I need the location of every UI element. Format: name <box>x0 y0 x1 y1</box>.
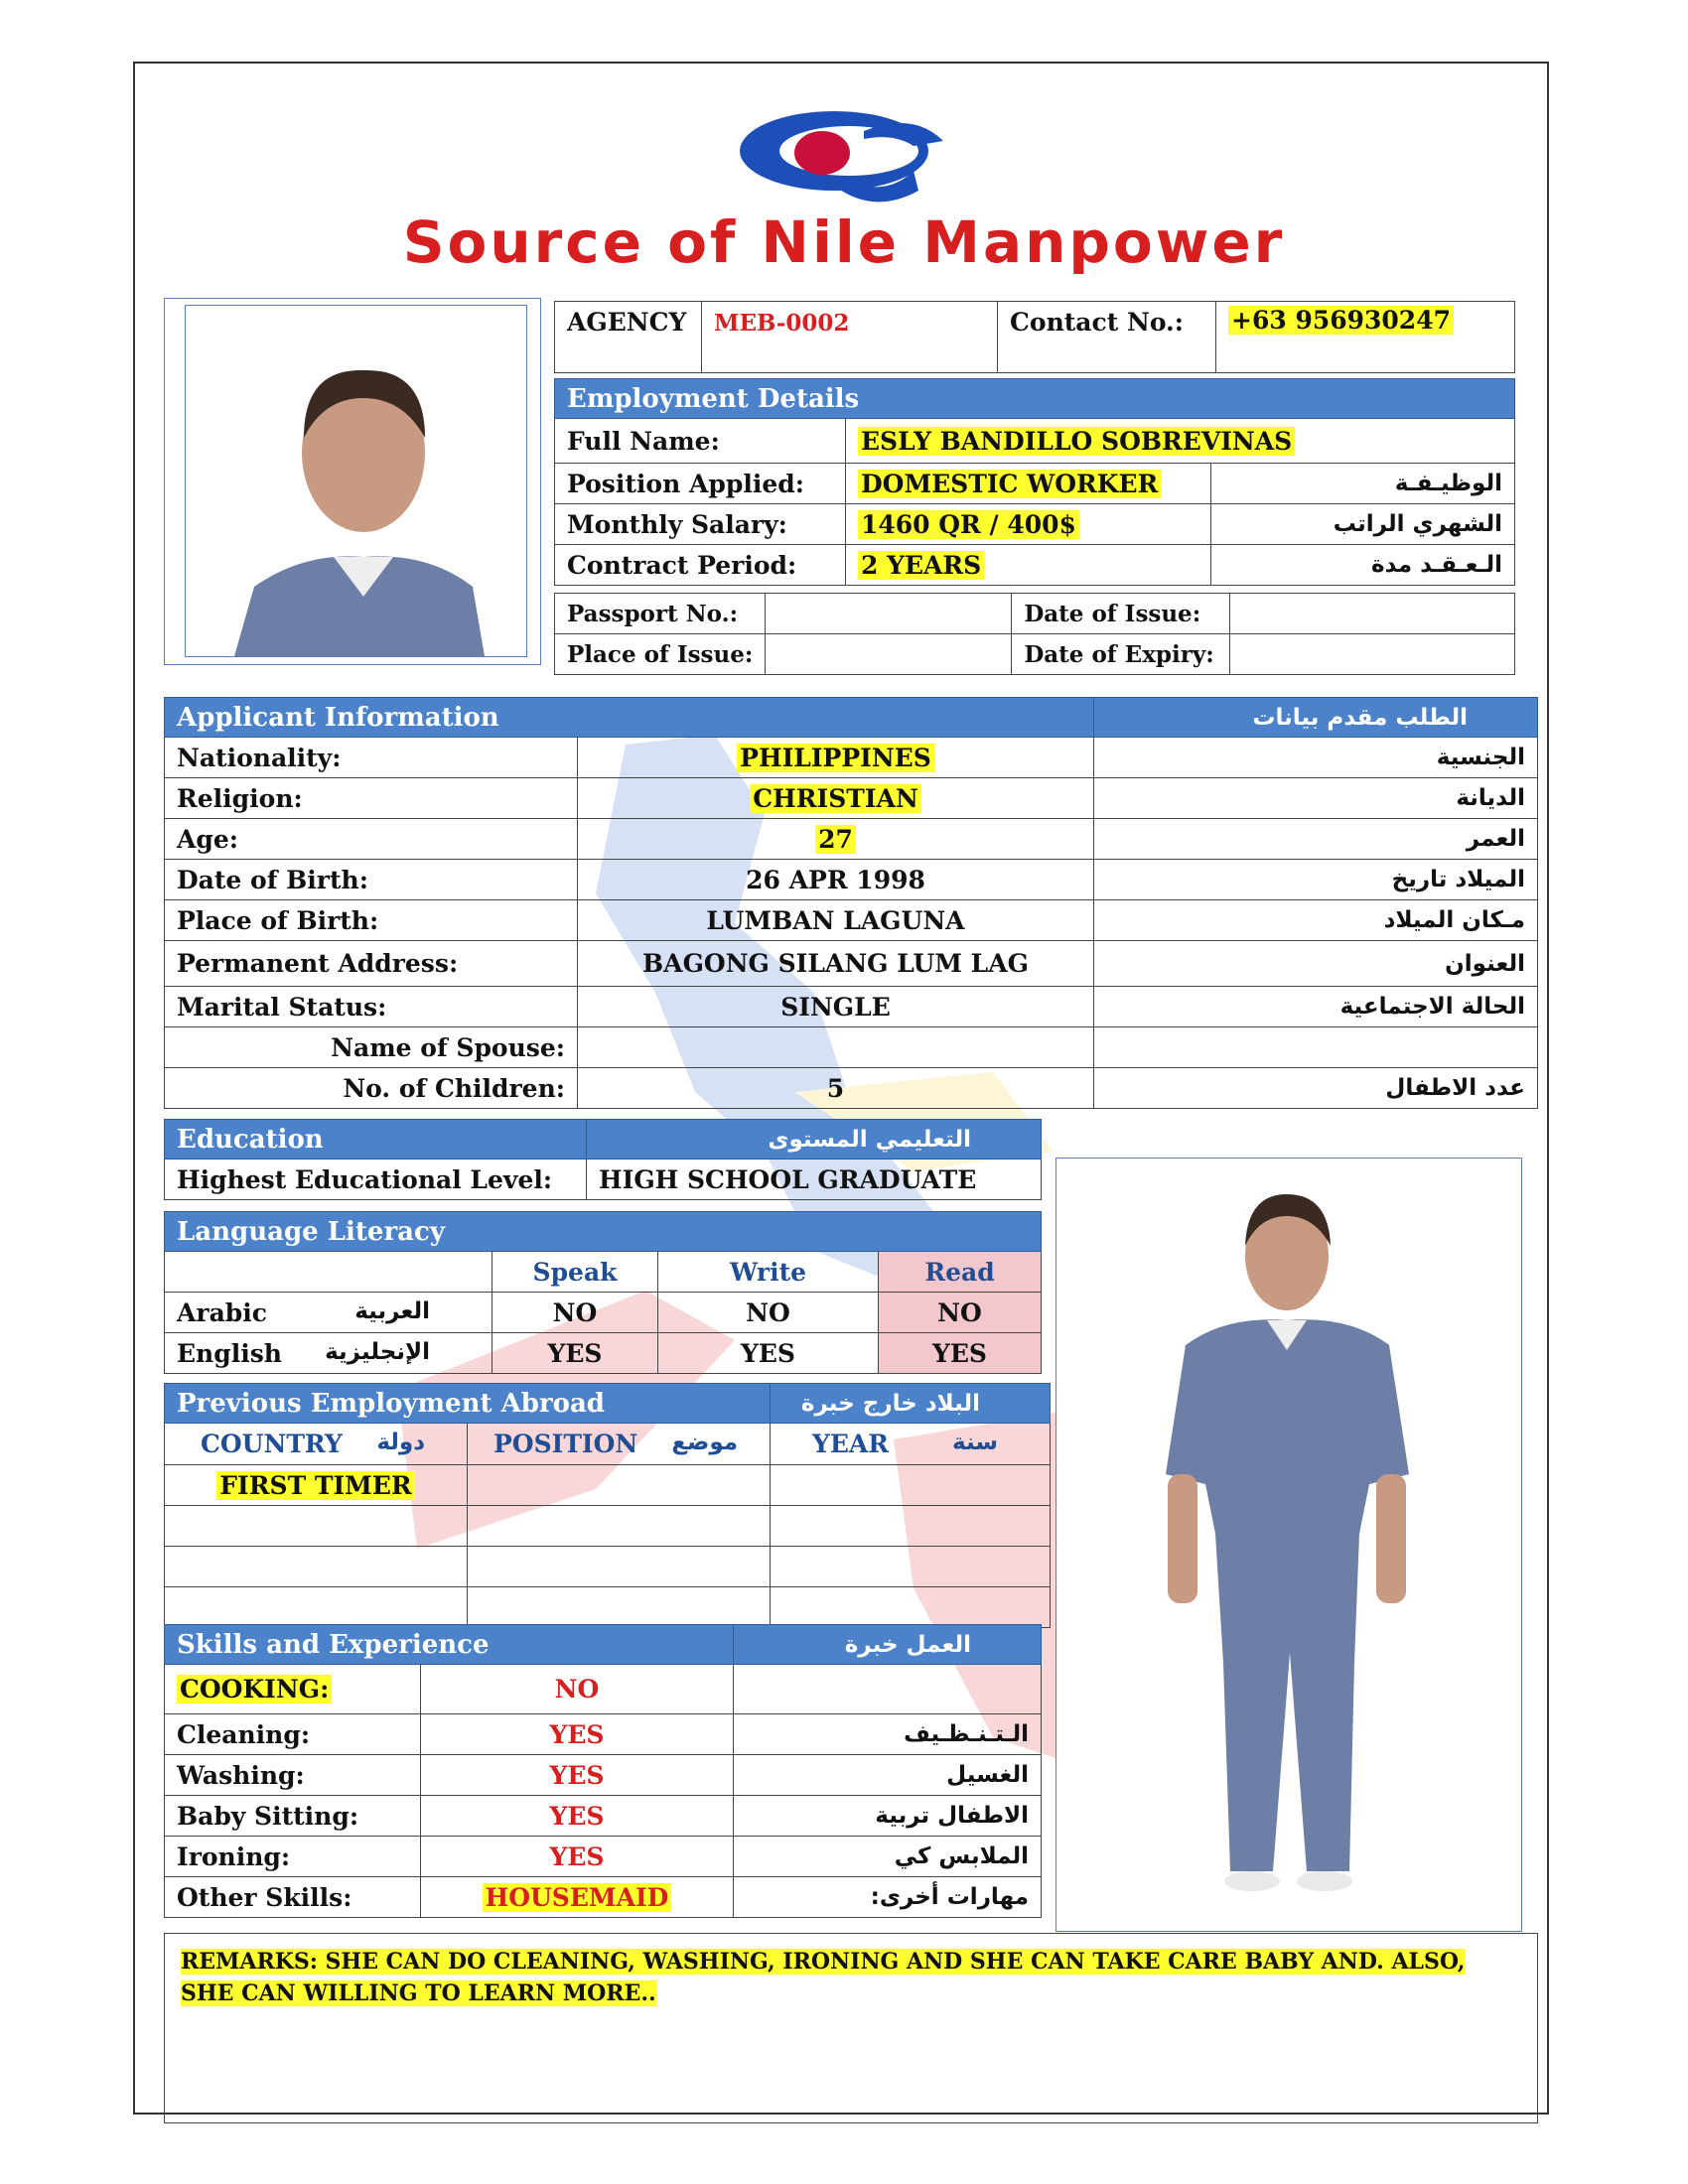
skill-value: YES <box>549 1719 605 1749</box>
skills-table <box>164 1624 1042 1918</box>
applicant-row-label: Name of Spouse: <box>165 1027 578 1068</box>
applicant-row <box>165 987 1538 1027</box>
skill-ar: الغسيل <box>734 1755 1042 1796</box>
full-name-label: Full Name: <box>555 419 846 464</box>
skill-label: Ironing: <box>177 1842 291 1871</box>
applicant-title: Applicant Information <box>165 698 1094 738</box>
language-write-value: NO <box>658 1293 879 1333</box>
salary-label: Monthly Salary: <box>555 504 846 545</box>
skill-label: Other Skills: <box>177 1882 352 1912</box>
applicant-row <box>165 1068 1538 1109</box>
col-country: COUNTRY <box>201 1430 343 1458</box>
language-name-ar: العربية <box>354 1297 430 1324</box>
applicant-row-ar: العنوان <box>1094 941 1538 987</box>
applicant-title-ar: الطلب مقدم بيانات <box>1094 698 1538 738</box>
language-row <box>165 1333 1042 1374</box>
skill-value: YES <box>549 1760 605 1790</box>
language-speak-value: YES <box>492 1333 658 1374</box>
applicant-row <box>165 941 1538 987</box>
applicant-row-label: No. of Children: <box>165 1068 578 1109</box>
skill-ar: الملابس كي <box>734 1837 1042 1877</box>
applicant-row-ar: عدد الاطفال <box>1094 1068 1538 1109</box>
applicant-row-value: 26 APR 1998 <box>746 865 925 894</box>
employment-details-table <box>554 378 1515 586</box>
skills-row <box>165 1714 1042 1755</box>
applicant-row-label: Religion: <box>165 778 578 819</box>
applicant-row <box>165 860 1538 900</box>
applicant-row-ar <box>1094 1027 1538 1068</box>
applicant-row-ar: الميلاد تاريخ <box>1094 860 1538 900</box>
date-expiry-value <box>1230 634 1515 675</box>
skills-title-ar: العمل خبرة <box>734 1625 1042 1665</box>
education-label: Highest Educational Level: <box>165 1160 587 1200</box>
full-body-figure <box>1156 1186 1414 1901</box>
skill-ar <box>734 1665 1042 1714</box>
previous-title: Previous Employment Abroad <box>165 1384 771 1424</box>
skill-label: Baby Sitting: <box>177 1801 359 1831</box>
skill-ar: الاطفال تربية <box>734 1796 1042 1837</box>
col-position-ar: موضع <box>671 1430 738 1455</box>
applicant-row <box>165 819 1538 860</box>
applicant-row-ar: الحالة الاجتماعية <box>1094 987 1538 1027</box>
applicant-row-label: Place of Birth: <box>165 900 578 941</box>
applicant-row-value: 27 <box>815 825 856 854</box>
skills-row <box>165 1796 1042 1837</box>
col-year: YEAR <box>812 1430 890 1458</box>
salary-ar: الشهري الراتب <box>1211 504 1515 545</box>
language-name-ar: الإنجليزية <box>325 1338 430 1365</box>
skill-value: HOUSEMAID <box>483 1883 672 1912</box>
applicant-row-ar: العمر <box>1094 819 1538 860</box>
previous-cell: FIRST TIMER <box>216 1471 414 1500</box>
brand-name: Source of Nile Manpower <box>402 208 1286 276</box>
agency-value: MEB-0002 <box>702 302 998 373</box>
passport-value <box>766 594 1012 634</box>
education-table <box>164 1119 1042 1200</box>
applicant-full-body-photo <box>1055 1158 1522 1932</box>
skills-row <box>165 1837 1042 1877</box>
applicant-info-table <box>164 697 1538 1109</box>
nile-logo-icon <box>715 91 973 210</box>
previous-row <box>165 1465 1051 1506</box>
applicant-row-ar: مـكان الميلاد <box>1094 900 1538 941</box>
position-label: Position Applied: <box>555 464 846 504</box>
agency-label: AGENCY <box>555 302 702 373</box>
applicant-row-value: CHRISTIAN <box>750 784 921 813</box>
contact-label: Contact No.: <box>998 302 1216 373</box>
date-issue-label: Date of Issue: <box>1012 594 1230 634</box>
skill-label: Washing: <box>177 1760 305 1790</box>
skill-ar: الـتـنـظـيف <box>734 1714 1042 1755</box>
language-name: Arabic <box>177 1297 267 1327</box>
agency-table <box>554 301 1515 373</box>
applicant-row-label: Marital Status: <box>165 987 578 1027</box>
language-read-value: NO <box>879 1293 1042 1333</box>
skills-row <box>165 1665 1042 1714</box>
previous-employment-table <box>164 1383 1051 1628</box>
language-title: Language Literacy <box>165 1212 1042 1252</box>
applicant-row-label: Permanent Address: <box>165 941 578 987</box>
col-speak: Speak <box>492 1252 658 1293</box>
position-value: DOMESTIC WORKER <box>858 470 1161 498</box>
language-write-value: YES <box>658 1333 879 1374</box>
brand-logo <box>715 91 973 210</box>
contract-ar: الـعـقـد مدة <box>1211 545 1515 586</box>
language-read-value: YES <box>879 1333 1042 1374</box>
col-position: POSITION <box>493 1430 638 1458</box>
remarks-text: REMARKS: SHE CAN DO CLEANING, WASHING, IRONING AND SHE CAN TAKE CARE BABY AND. ALSO, SHE CAN WILLING TO LEARN MORE.. <box>181 1949 1466 2006</box>
applicant-row-value: BAGONG SILANG LUM LAG <box>642 949 1029 978</box>
passport-table <box>554 593 1515 675</box>
applicant-row <box>165 778 1538 819</box>
language-row <box>165 1293 1042 1333</box>
col-year-ar: سنة <box>952 1430 998 1455</box>
applicant-row <box>165 1027 1538 1068</box>
skill-label: COOKING: <box>177 1675 332 1704</box>
applicant-row-ar: الديانة <box>1094 778 1538 819</box>
skills-title: Skills and Experience <box>165 1625 734 1665</box>
salary-value: 1460 QR / 400$ <box>858 510 1079 539</box>
applicant-row <box>165 900 1538 941</box>
applicant-row <box>165 738 1538 778</box>
passport-label: Passport No.: <box>555 594 766 634</box>
employment-title: Employment Details <box>555 379 1515 419</box>
place-issue-label: Place of Issue: <box>555 634 766 675</box>
remarks-box <box>164 1933 1538 2123</box>
skill-value: NO <box>554 1675 600 1704</box>
education-value: HIGH SCHOOL GRADUATE <box>587 1160 1042 1200</box>
applicant-row-label: Date of Birth: <box>165 860 578 900</box>
col-country-ar: دولة <box>376 1430 425 1455</box>
previous-row <box>165 1587 1051 1628</box>
previous-row <box>165 1506 1051 1547</box>
skill-value: YES <box>549 1842 605 1871</box>
place-issue-value <box>766 634 1012 675</box>
skill-ar: مهارات أخرى: <box>734 1877 1042 1918</box>
applicant-portrait-photo <box>164 298 541 665</box>
contract-value: 2 YEARS <box>858 551 984 580</box>
date-issue-value <box>1230 594 1515 634</box>
previous-title-ar: البلاد خارج خبرة <box>771 1384 1051 1424</box>
applicant-row-ar: الجنسية <box>1094 738 1538 778</box>
education-title: Education <box>165 1120 587 1160</box>
skill-label: Cleaning: <box>177 1719 311 1749</box>
skill-value: YES <box>549 1801 605 1831</box>
col-write: Write <box>658 1252 879 1293</box>
portrait-figure <box>234 358 502 656</box>
contact-value: +63 956930247 <box>1228 306 1454 335</box>
applicant-row-label: Nationality: <box>165 738 578 778</box>
date-expiry-label: Date of Expiry: <box>1012 634 1230 675</box>
previous-row <box>165 1547 1051 1587</box>
contract-label: Contract Period: <box>555 545 846 586</box>
position-ar: الوظيـفـة <box>1211 464 1515 504</box>
applicant-row-label: Age: <box>165 819 578 860</box>
skills-row <box>165 1755 1042 1796</box>
applicant-row-value: 5 <box>826 1073 845 1103</box>
col-read: Read <box>879 1252 1042 1293</box>
language-speak-value: NO <box>492 1293 658 1333</box>
skills-row <box>165 1877 1042 1918</box>
full-name-value: ESLY BANDILLO SOBREVINAS <box>858 427 1295 456</box>
language-name: English <box>177 1338 282 1368</box>
language-table <box>164 1211 1042 1374</box>
applicant-row-value: LUMBAN LAGUNA <box>706 905 965 935</box>
applicant-row-value: PHILIPPINES <box>737 744 934 772</box>
applicant-row-value: SINGLE <box>780 992 891 1022</box>
education-title-ar: التعليمي المستوى <box>587 1120 1042 1160</box>
